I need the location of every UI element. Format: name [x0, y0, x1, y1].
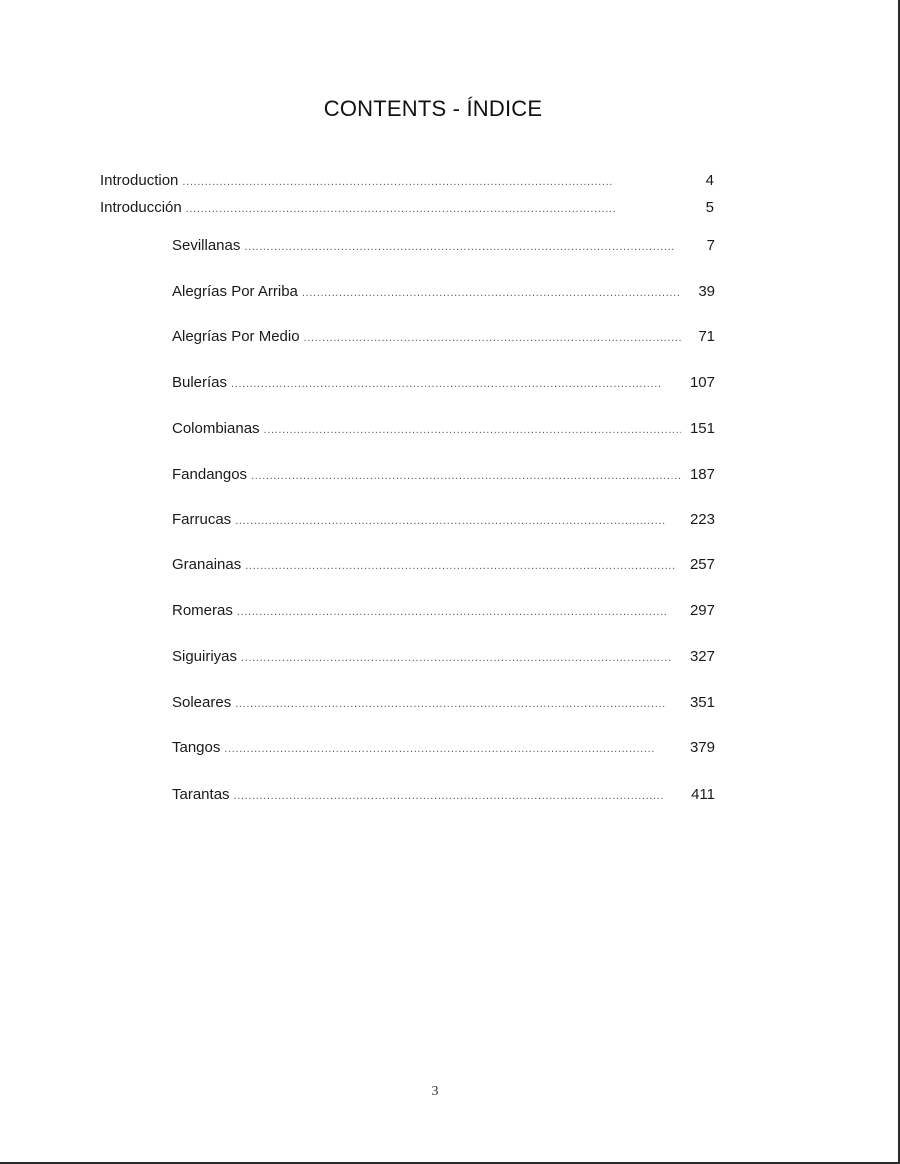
- toc-entry-label: Alegrías Por Arriba: [172, 283, 298, 300]
- toc-entry-label: Alegrías Por Medio: [172, 328, 300, 345]
- dot-leader: [234, 790, 681, 802]
- toc-entry-page: 223: [689, 511, 715, 528]
- toc-entry-label: Siguiriyas: [172, 648, 238, 665]
- toc-entry-page: 297: [689, 602, 715, 619]
- toc-entry-colombianas[interactable]: [172, 420, 715, 437]
- dot-leader: [235, 515, 681, 527]
- toc-entry-soleares[interactable]: [172, 694, 715, 711]
- dot-leader: [244, 241, 681, 253]
- toc-entry-page: 327: [689, 648, 715, 665]
- toc-entry-introduccion[interactable]: [100, 199, 714, 216]
- dot-leader: [304, 332, 681, 344]
- toc-entry-sevillanas[interactable]: [172, 237, 715, 254]
- dot-leader: [245, 560, 681, 572]
- toc-entry-tangos[interactable]: [172, 739, 715, 756]
- toc-entry-label: Farrucas: [172, 511, 232, 528]
- toc-entry-label: Soleares: [172, 694, 232, 711]
- toc-entry-page: 7: [706, 237, 715, 254]
- toc-entry-alegrias-por-arriba[interactable]: [172, 283, 715, 300]
- toc-entry-page: 71: [698, 328, 715, 345]
- toc-entry-label: Tarantas: [172, 786, 230, 803]
- dot-leader: [231, 378, 681, 390]
- toc-entry-label: Fandangos: [172, 466, 248, 483]
- toc-entry-romeras[interactable]: [172, 602, 715, 619]
- toc-entry-label: Sevillanas: [172, 237, 241, 254]
- toc-entry-label: Introduction: [100, 172, 179, 189]
- toc-entry-label: Bulerías: [172, 374, 228, 391]
- toc-entry-page: 107: [689, 374, 715, 391]
- toc-entry-label: Granainas: [172, 556, 242, 573]
- dot-leader: [182, 176, 699, 188]
- page-title: CONTENTS - ÍNDICE: [323, 96, 543, 121]
- toc-entry-fandangos[interactable]: [172, 466, 715, 483]
- toc-entry-page: 5: [705, 199, 714, 216]
- toc-entry-label: Tangos: [172, 739, 221, 756]
- dot-leader: [241, 652, 681, 664]
- toc-entry-introduction[interactable]: [100, 172, 714, 189]
- dot-leader: [251, 470, 681, 482]
- toc-entry-granainas[interactable]: [172, 556, 715, 573]
- toc-entry-page: 187: [689, 466, 715, 483]
- toc-entry-farrucas[interactable]: [172, 511, 715, 528]
- toc-entry-label: Introducción: [100, 199, 182, 216]
- dot-leader: [224, 743, 681, 755]
- dot-leader: [235, 698, 681, 710]
- page-number: 3: [431, 1084, 439, 1099]
- toc-entry-page: 4: [705, 172, 714, 189]
- toc-entry-label: Colombianas: [172, 420, 260, 437]
- toc-entry-page: 257: [689, 556, 715, 573]
- dot-leader: [237, 606, 681, 618]
- dot-leader: [302, 287, 681, 299]
- toc-entry-page: 151: [689, 420, 715, 437]
- toc-entry-siguiriyas[interactable]: [172, 648, 715, 665]
- toc-entry-page: 351: [689, 694, 715, 711]
- dot-leader: [264, 424, 681, 436]
- toc-entry-page: 411: [691, 786, 715, 803]
- toc-entry-label: Romeras: [172, 602, 233, 619]
- toc-entry-alegrias-por-medio[interactable]: [172, 328, 715, 345]
- toc-entry-tarantas[interactable]: [172, 786, 715, 803]
- toc-entry-page: 379: [689, 739, 715, 756]
- toc-entry-page: 39: [698, 283, 715, 300]
- toc-entry-bulerias[interactable]: [172, 374, 715, 391]
- dot-leader: [186, 203, 700, 215]
